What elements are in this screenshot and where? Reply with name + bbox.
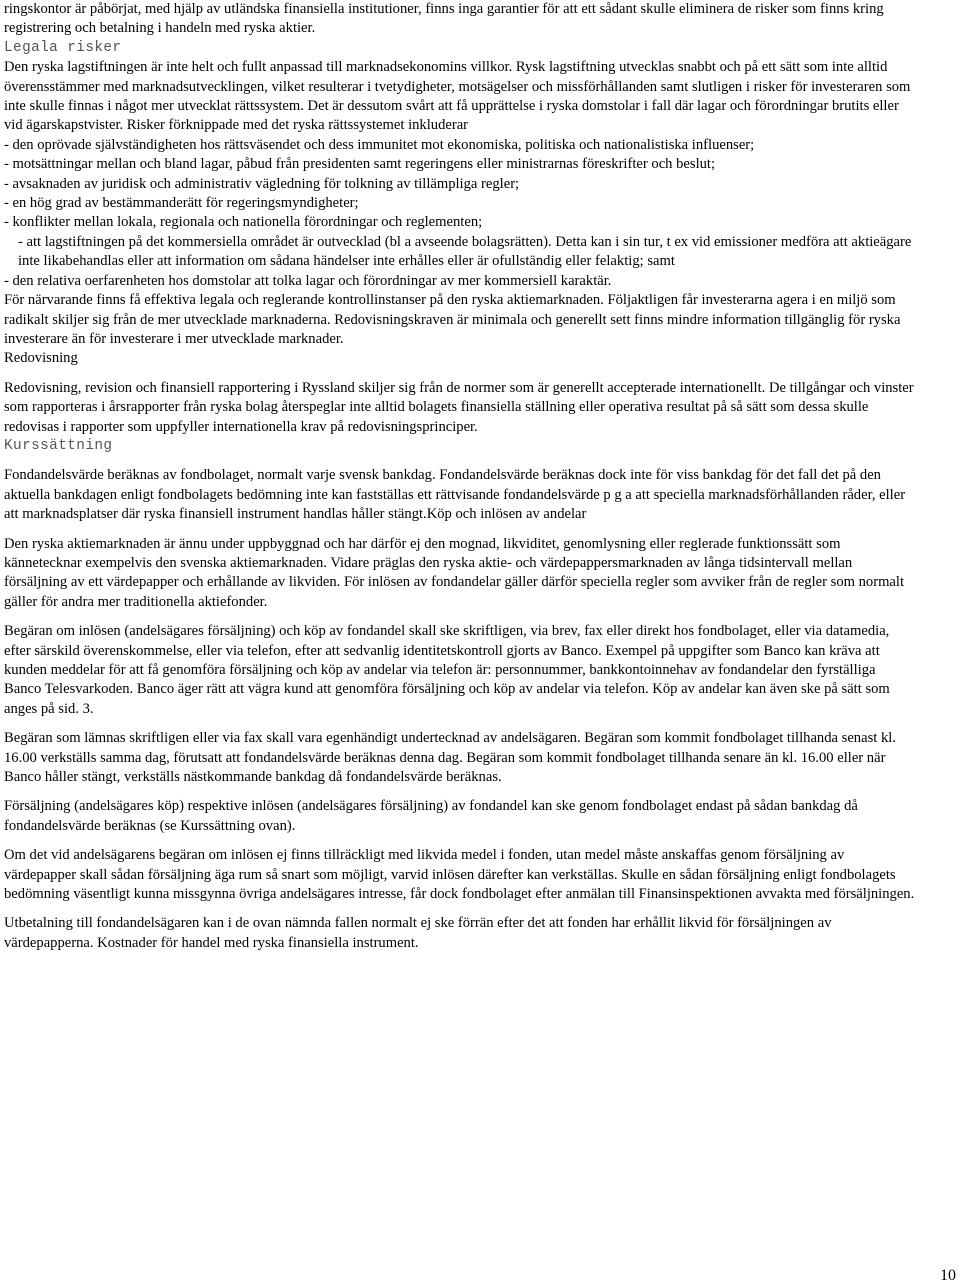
legal-list-item: - konflikter mellan lokala, regionala och nationella förordningar och reglementen; (4, 214, 483, 231)
pricing-paragraph-1: Fondandelsvärde beräknas av fondbolaget, normalt varje svensk bankdag. Fondandelsvärde beräknas dock inte för viss bankdag för det fall det på den aktuella bankdagen enligt fondbolagets bedömning inte kan fastställas ett rättvisande fondandelsvärde p g a att speciella marknadsförhållanden råder, eller att marknadsplatser där ryska finansiell instrument handlas håller stängt.Köp och inlösen av andelar (4, 467, 906, 523)
legal-list-item: - motsättningar mellan och bland lagar, påbud från presidenten samt regeringens eller ministrarnas föreskrifter och beslut; (4, 156, 716, 173)
page-number: 10 (940, 1267, 956, 1284)
pricing-paragraph-3: Begäran om inlösen (andelsägares försäljning) och köp av fondandel skall ske skriftligen, via brev, fax eller direkt hos fondbolaget, eller via datamedia, efter särskild överenskommelse, eller via telefon, efter att sedvanlig identitetskontroll gjorts av Banco. Exempel på uppgifter som Banco kan kräva att kunden meddelar för att få genomföra försäljning och köp av andelar via telefon är: personnummer, bankkontoinnehav av fondandelar den fyrställiga Banco Telesvarkoden. Banco äger rätt att vägra kund att genomföra försäljning och köp av andelar via telefon. Köp av andelar kan även ske på sätt som anges på sid. 3. (4, 623, 890, 717)
pricing-paragraph-2: Den ryska aktiemarknaden är ännu under uppbyggnad och har därför ej den mognad, likviditet, genomlysning eller reglerade funktionssätt som kännetecknar exempelvis den svenska aktiemarknaden. Vidare präglas den ryska aktie- och värdepappersmarknaden av långa tidsintervall mellan försäljning av ett värdepapper och erhållande av likviden. För inlösen av fondandelar gäller därför speciella regler som avviker från de regler som normalt gäller för andra mer traditionella aktiefonder. (4, 535, 905, 610)
legal-paragraph-1: Den ryska lagstiftningen är inte helt och fullt anpassad till marknadsekonomins villkor. Rysk lagstiftning utvecklas snabbt och på ett sätt som inte alltid överensstämmer med marknadsutvecklingen, vilket resulterar i tvetydigheter, motsägelser och missförhållanden samt slutligen i risker för investeraren som inte skulle finnas i något mer utvecklat rättssystem. Det är dessutom svårt att få upprättelse i ryska domstolar i fall där lagar och förordningar brutits eller vid ägarskapstvister. Risker förknippade med det ryska rättssystemet inkluderar (4, 59, 911, 134)
legal-list-item: - den oprövade självständigheten hos rättsväsendet och dess immunitet mot ekonomiska, politiska och nationalistiska influenser; (4, 136, 755, 153)
section-heading-legal-risks: Legala risker (4, 39, 122, 56)
pricing-paragraph-5: Försäljning (andelsägares köp) respektive inlösen (andelsägares försäljning) av fondandel kan ske genom fondbolaget endast på sådan bankdag då fondandelsvärde beräknas (se Kurssättning ovan). (4, 798, 858, 834)
document-page (4, 0, 916, 953)
legal-list-item: - avsaknaden av juridisk och administrativ vägledning för tolkning av tillämpliga regler; (4, 175, 520, 192)
pricing-paragraph-4: Begäran som lämnas skriftligen eller via fax skall vara egenhändigt undertecknad av andelsägaren. Begäran som kommit fondbolaget tillhanda senast kl. 16.00 verkställs samma dag, förutsatt att fondandelsvärde beräknas denna dag. Begäran som kommit fondbolaget tillhanda senare än kl. 16.00 eller när Banco håller stängt, verkställs nästkommande bankdag då fondandelsvärde beräknas. (4, 730, 896, 786)
legal-list-item-indented: - att lagstiftningen på det kommersiella området är outvecklad (bl a avseende bolagsrätten). Detta kan i sin tur, t ex vid emissioner medföra att aktieägare inte likabehandlas eller att information om sådana händelser inte erhålles eller är ofullständig eller felaktig; samt (18, 233, 912, 270)
pricing-paragraph-6: Om det vid andelsägarens begäran om inlösen ej finns tillräckligt med likvida medel i fonden, utan medel måste anskaffas genom försäljning av värdepapper skall sådan försäljning äga rum så snart som möjligt, varvid inlösen därefter kan verkställas. Skulle en sådan försäljning enligt fondbolagets bedömning väsentligt kunna missgynna övriga andelsägares intresse, får dock fondbolaget efter anmälan till Finansinspektionen avvakta med försäljningen. (4, 847, 915, 903)
legal-paragraph-2: För närvarande finns få effektiva legala och reglerande kontrollinstanser på den ryska aktiemarknaden. Följaktligen får investerarna agera i en miljö som radikalt skiljer sig från de mer utvecklade marknaderna. Redovisningskraven är minimala och generellt sett finns mindre information tillgänglig för ryska investerare än för investerare i mer utvecklade marknader. (4, 292, 901, 347)
legal-list-item: - den relativa oerfarenheten hos domstolar att tolka lagar och förordningar av mer kommersiell karaktär. (4, 272, 612, 289)
section-heading-pricing: Kurssättning (4, 437, 113, 454)
legal-list-item: - en hög grad av bestämmanderätt för regeringsmyndigheter; (4, 195, 359, 212)
pricing-paragraph-7: Utbetalning till fondandelsägaren kan i de ovan nämnda fallen normalt ej ske förrän efter det att fonden har erhållit likvid för försäljningen av värdepapperna. Kostnader för handel med ryska finansiella instrument. (4, 915, 832, 951)
accounting-paragraph: Redovisning, revision och finansiell rapportering i Ryssland skiljer sig från de normer som är generellt accepterade internationellt. De tillgångar och vinster som rapporteras i årsrapporter från ryska bolag återspeglar inte alltid bolagets finansiella ställning eller operativa resultat på så sätt som dessa skulle redovisas i rapporter som uppfyller internationella krav på redovisningsprinciper. (4, 379, 914, 435)
intro-paragraph: ringskontor är påbörjat, med hjälp av utländska finansiella institutioner, finns inga garantier för att ett sådant skulle eliminera de risker som finns kring registrering och betalning i handeln med ryska aktier. (4, 1, 884, 37)
section-heading-accounting: Redovisning (4, 350, 78, 367)
